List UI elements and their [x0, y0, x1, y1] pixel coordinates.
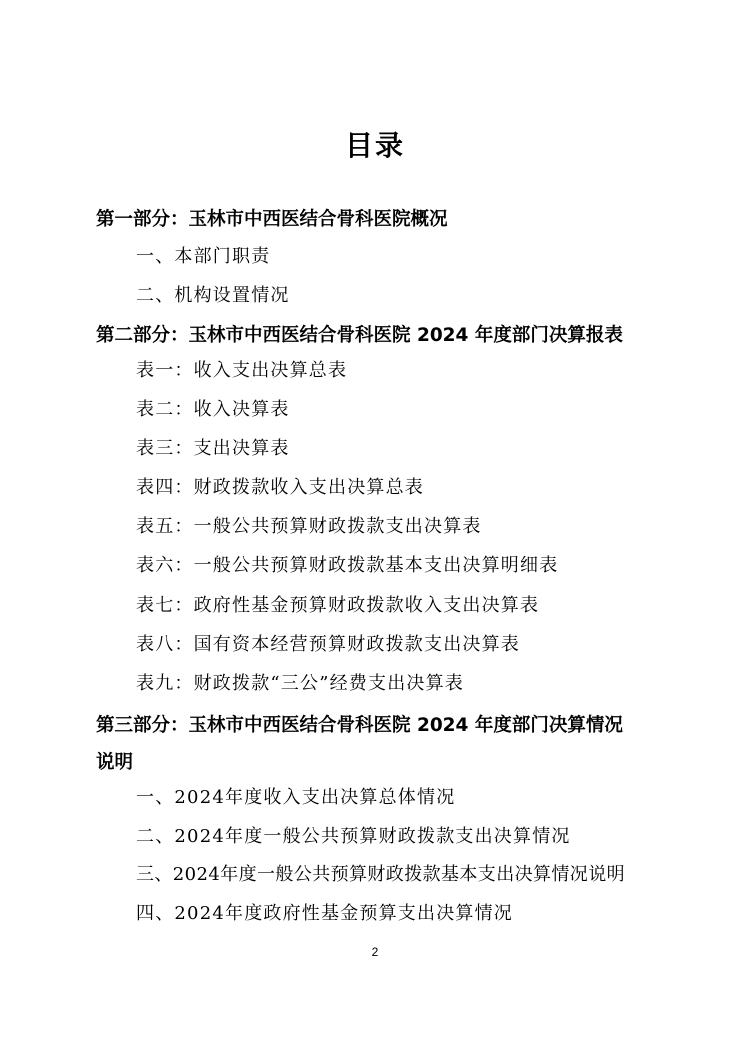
toc-item: 表五：一般公共预算财政拨款支出决算表	[136, 516, 482, 537]
page-number: 2	[371, 945, 379, 959]
page-title: 目录	[344, 129, 405, 162]
toc-item: 二、2024年度一般公共预算财政拨款支出决算情况	[136, 826, 571, 847]
toc-heading-part3: 第三部分：玉林市中西医结合骨科医院 2024 年度部门决算情况	[96, 715, 623, 736]
toc-heading-part1: 第一部分：玉林市中西医结合骨科医院概况	[96, 209, 448, 230]
toc-item: 表八：国有资本经营预算财政拨款支出决算表	[136, 634, 520, 655]
toc-item: 二、机构设置情况	[136, 285, 290, 306]
toc-item: 表三：支出决算表	[136, 438, 290, 459]
toc-item: 一、本部门职责	[136, 246, 271, 267]
toc-heading-part3-continued: 说明	[96, 752, 134, 773]
toc-item: 表六：一般公共预算财政拨款基本支出决算明细表	[136, 555, 559, 576]
toc-heading-part2: 第二部分：玉林市中西医结合骨科医院 2024 年度部门决算报表	[96, 325, 623, 346]
toc-item: 四、2024年度政府性基金预算支出决算情况	[136, 903, 514, 924]
toc-item: 表二：收入决算表	[136, 399, 290, 420]
toc-item: 三、2024年度一般公共预算财政拨款基本支出决算情况说明	[136, 864, 626, 885]
toc-item: 表一：收入支出决算总表	[136, 360, 348, 381]
toc-item: 表九：财政拨款“三公”经费支出决算表	[136, 673, 465, 694]
toc-item: 表七：政府性基金预算财政拨款收入支出决算表	[136, 595, 540, 616]
toc-item: 表四：财政拨款收入支出决算总表	[136, 477, 424, 498]
toc-item: 一、2024年度收入支出决算总体情况	[136, 787, 456, 808]
